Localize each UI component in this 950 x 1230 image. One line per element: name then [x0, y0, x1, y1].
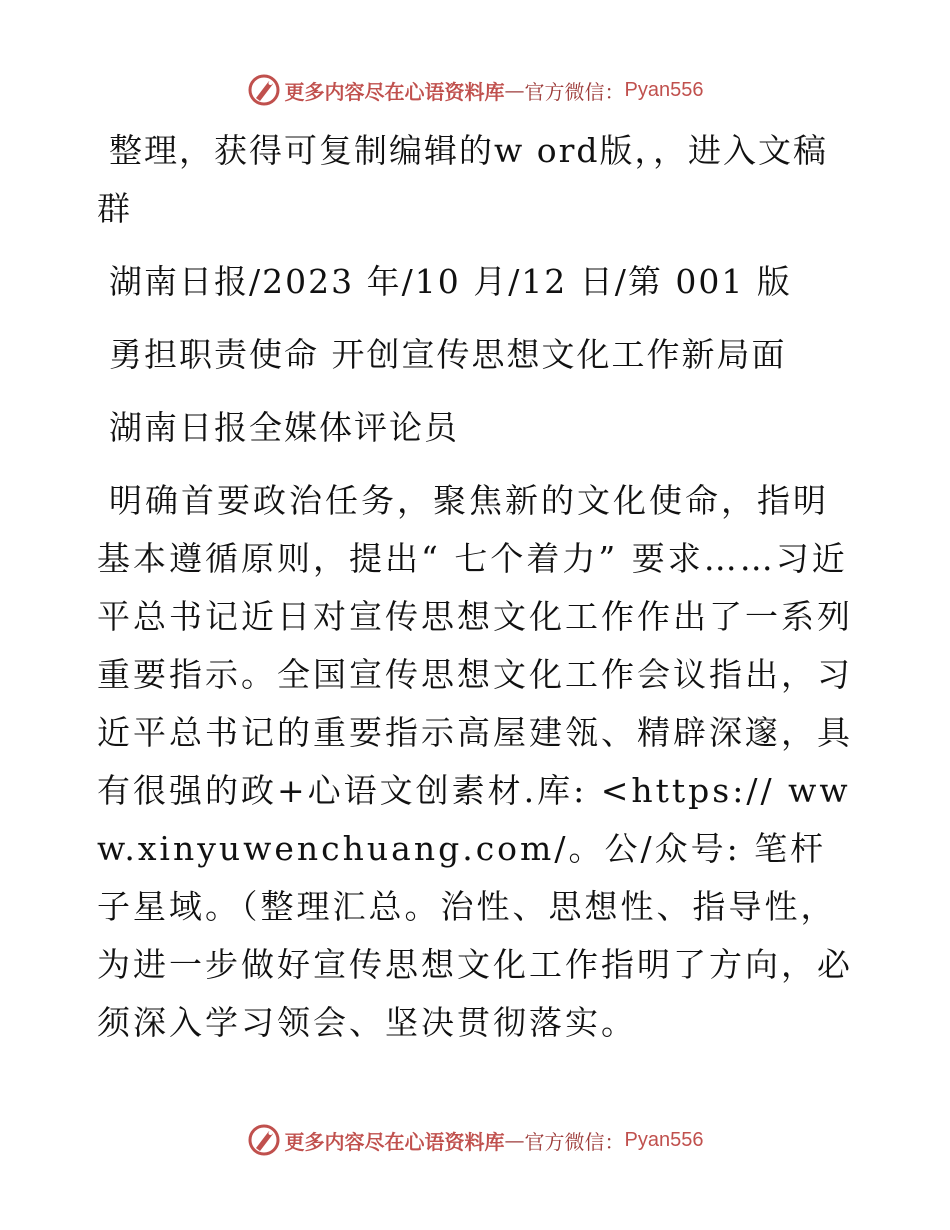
intro-paragraph: 整理，获得可复制编辑的w ord版，，进入文稿群 [97, 131, 829, 228]
pen-logo-icon [247, 1123, 281, 1157]
article-headline: 勇担职责使命 开创宣传思想文化工作新局面 [109, 335, 787, 374]
banner-separator: — [504, 1128, 525, 1152]
footer-banner [0, 1120, 950, 1160]
article-body: 明确首要政治任务，聚焦新的文化使命，指明基本遵循原则，提出“ 七个着力” 要求……习近平总书记近日对宣传思想文化工作作出了一系列重要指示。全国宣传思想文化工作会议指出，习近平总书记的重要指示高屋建瓴、精辟深邃，具有很强的政+心语文创素材.库: <https:// www.xinyuwenchuang.com/。公/众号: 笔杆子星域。（整理汇总。治性、思想性、指导性，为进一步做好宣传思想文化工作指明了方向，必须深入学习领会、坚决贯彻落实。 [97, 481, 853, 1042]
banner-separator: — [504, 78, 525, 102]
pen-logo-icon [247, 73, 281, 107]
banner-wechat-id: Pyan556 [624, 78, 704, 101]
banner-site-text: 更多内容尽在心语资料库 [284, 79, 505, 104]
banner-wechat-label: 官方微信： [524, 79, 625, 104]
header-banner [0, 70, 950, 110]
article-byline: 湖南日报全媒体评论员 [109, 408, 459, 447]
banner-wechat-label: 官方微信： [524, 1129, 625, 1154]
banner-site-text: 更多内容尽在心语资料库 [284, 1129, 505, 1154]
article-content [97, 122, 857, 1067]
banner-wechat-id: Pyan556 [624, 1128, 704, 1151]
source-line: 湖南日报/2023 年/10 月/12 日/第 001 版 [109, 262, 792, 301]
